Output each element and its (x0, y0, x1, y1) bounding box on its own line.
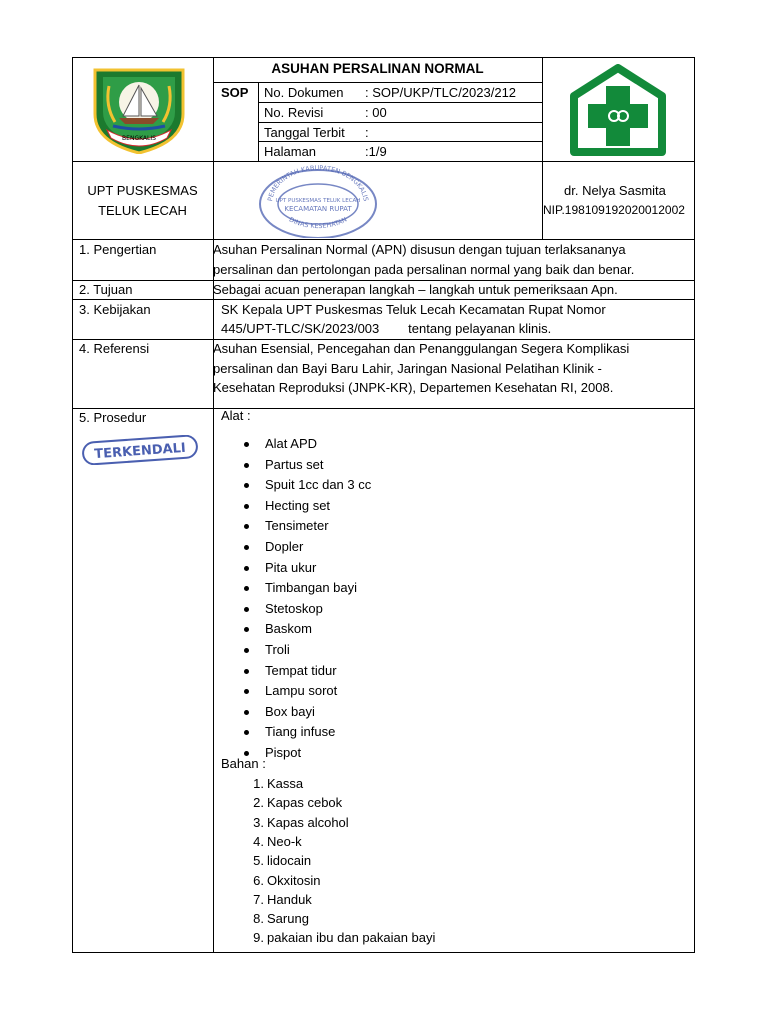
svg-text:BENGKALIS: BENGKALIS (122, 135, 156, 142)
halaman-label: Halaman (264, 144, 317, 159)
bahan-item-number: 4. (253, 833, 264, 849)
divider (72, 339, 695, 340)
divider (213, 82, 542, 83)
divider (72, 299, 695, 300)
bullet-icon (244, 545, 249, 550)
halaman-value: :1/9 (365, 144, 387, 159)
org-name-line1: UPT PUSKESMAS (87, 183, 198, 198)
svg-text:KECAMATAN RUPAT: KECAMATAN RUPAT (284, 205, 352, 213)
bahan-item-number: 9. (253, 930, 264, 946)
head-name: dr. Nelya Sasmita (564, 183, 666, 198)
no-revisi-label: No. Revisi (264, 105, 324, 120)
divider (72, 161, 695, 162)
alat-item: Partus set (265, 456, 324, 472)
puskesmas-cross-icon (566, 64, 670, 160)
tujuan-label: 2. Tujuan (79, 282, 133, 297)
head-nip: NIP.198109192020012002 (543, 203, 685, 217)
bengkalis-emblem (93, 68, 185, 154)
round-stamp-icon (256, 164, 380, 238)
referensi-text: Asuhan Esensial, Pencegahan dan Penanggulangan Segera Komplikasi (213, 341, 630, 356)
bahan-item: Kapas cebok (267, 795, 343, 811)
divider (258, 122, 542, 123)
tanggal-terbit-value: : (365, 125, 369, 140)
bullet-icon (244, 710, 249, 715)
alat-item: Baskom (265, 621, 312, 637)
alat-item: Box bayi (265, 703, 315, 719)
bahan-item: Kassa (267, 776, 304, 791)
referensi-text: Kesehatan Reproduksi (JNPK-KR), Departemen Kesehatan RI, 2008. (213, 380, 614, 395)
svg-text:DINAS KESEHATAN: DINAS KESEHATAN (287, 215, 349, 231)
alat-item: Tiang infuse (265, 724, 336, 740)
bullet-icon (244, 607, 249, 612)
bahan-item-number: 5. (253, 853, 264, 869)
bullet-icon (244, 463, 249, 468)
alat-item: Tempat tidur (265, 662, 337, 678)
bahan-item-number: 6. (253, 872, 264, 888)
bullet-icon (244, 669, 249, 674)
no-dokumen-label: No. Dokumen (264, 85, 344, 100)
svg-text:UPT PUSKESMAS TELUK LECAH: UPT PUSKESMAS TELUK LECAH (275, 198, 361, 204)
svg-text:TERKENDALI: TERKENDALI (93, 440, 187, 463)
kebijakan-label: 3. Kebijakan (79, 302, 151, 317)
divider (72, 408, 695, 409)
divider (258, 102, 542, 103)
bahan-item-number: 7. (253, 891, 264, 907)
bullet-icon (244, 648, 249, 653)
tanggal-terbit-label: Tanggal Terbit (264, 125, 345, 140)
bahan-item: Handuk (267, 891, 312, 907)
divider (258, 141, 542, 142)
bullet-icon (244, 504, 249, 509)
bahan-item: Kapas alcohol (267, 814, 349, 830)
sop-label: SOP (221, 85, 249, 100)
alat-item: Stetoskop (265, 600, 323, 616)
divider (213, 57, 214, 953)
alat-item: Tensimeter (265, 518, 329, 534)
pengertian-label: 1. Pengertian (79, 242, 157, 257)
bahan-item: Neo-k (267, 833, 302, 849)
document-title: ASUHAN PERSALINAN NORMAL (271, 61, 484, 76)
kebijakan-text: 445/UPT-TLC/SK/2023/003 tentang pelayanan klinis. (221, 321, 552, 336)
alat-item: Timbangan bayi (265, 580, 358, 596)
alat-item: Troli (265, 642, 290, 657)
alat-item: Lampu sorot (265, 683, 338, 699)
kebijakan-text: SK Kepala UPT Puskesmas Teluk Lecah Kecamatan Rupat Nomor (221, 302, 606, 317)
referensi-label: 4. Referensi (79, 341, 150, 356)
referensi-text: persalinan dan Bayi Baru Lahir, Jaringan Nasional Pelatihan Klinik - (213, 361, 602, 376)
divider (72, 280, 695, 281)
puskesmas-logo (566, 64, 670, 160)
prosedur-label: 5. Prosedur (79, 410, 147, 425)
org-name-line2: TELUK LECAH (98, 203, 187, 218)
alat-item: Pispot (265, 745, 302, 760)
bullet-icon (244, 442, 249, 447)
divider (72, 239, 695, 240)
bahan-item-number: 1. (253, 776, 264, 791)
pengertian-text: Asuhan Persalinan Normal (APN) disusun dengan tujuan terlaksananya (213, 242, 626, 257)
terkendali-stamp (80, 435, 200, 465)
bahan-item-number: 8. (253, 911, 264, 927)
alat-heading: Alat : (221, 408, 251, 423)
alat-item: Pita ukur (265, 559, 317, 575)
bahan-heading: Bahan : (221, 756, 266, 771)
tujuan-text: Sebagai acuan penerapan langkah – langkah untuk pemeriksaan Apn. (213, 282, 618, 297)
bullet-icon (244, 566, 249, 571)
alat-item: Hecting set (265, 497, 331, 513)
svg-text:PEMERINTAH KABUPATEN BENGKALIS: PEMERINTAH KABUPATEN BENGKALIS (266, 164, 370, 202)
alat-item: Spuit 1cc dan 3 cc (265, 477, 372, 493)
no-dokumen-value: : SOP/UKP/TLC/2023/212 (365, 85, 517, 100)
bahan-item-number: 2. (253, 795, 264, 811)
no-revisi-value: : 00 (365, 105, 387, 120)
official-stamp (256, 164, 380, 238)
terkendali-stamp-icon (80, 435, 200, 465)
shield-icon (93, 68, 185, 154)
pengertian-text: persalinan dan pertolongan pada persalinan normal yang baik dan benar. (213, 262, 635, 277)
alat-item: Alat APD (265, 436, 318, 451)
bahan-item-number: 3. (253, 814, 264, 830)
bahan-item: Sarung (267, 911, 309, 927)
bahan-item: lidocain (267, 853, 312, 869)
alat-item: Dopler (265, 539, 304, 554)
bahan-item: Okxitosin (267, 872, 321, 888)
bahan-item: pakaian ibu dan pakaian bayi (267, 930, 436, 946)
